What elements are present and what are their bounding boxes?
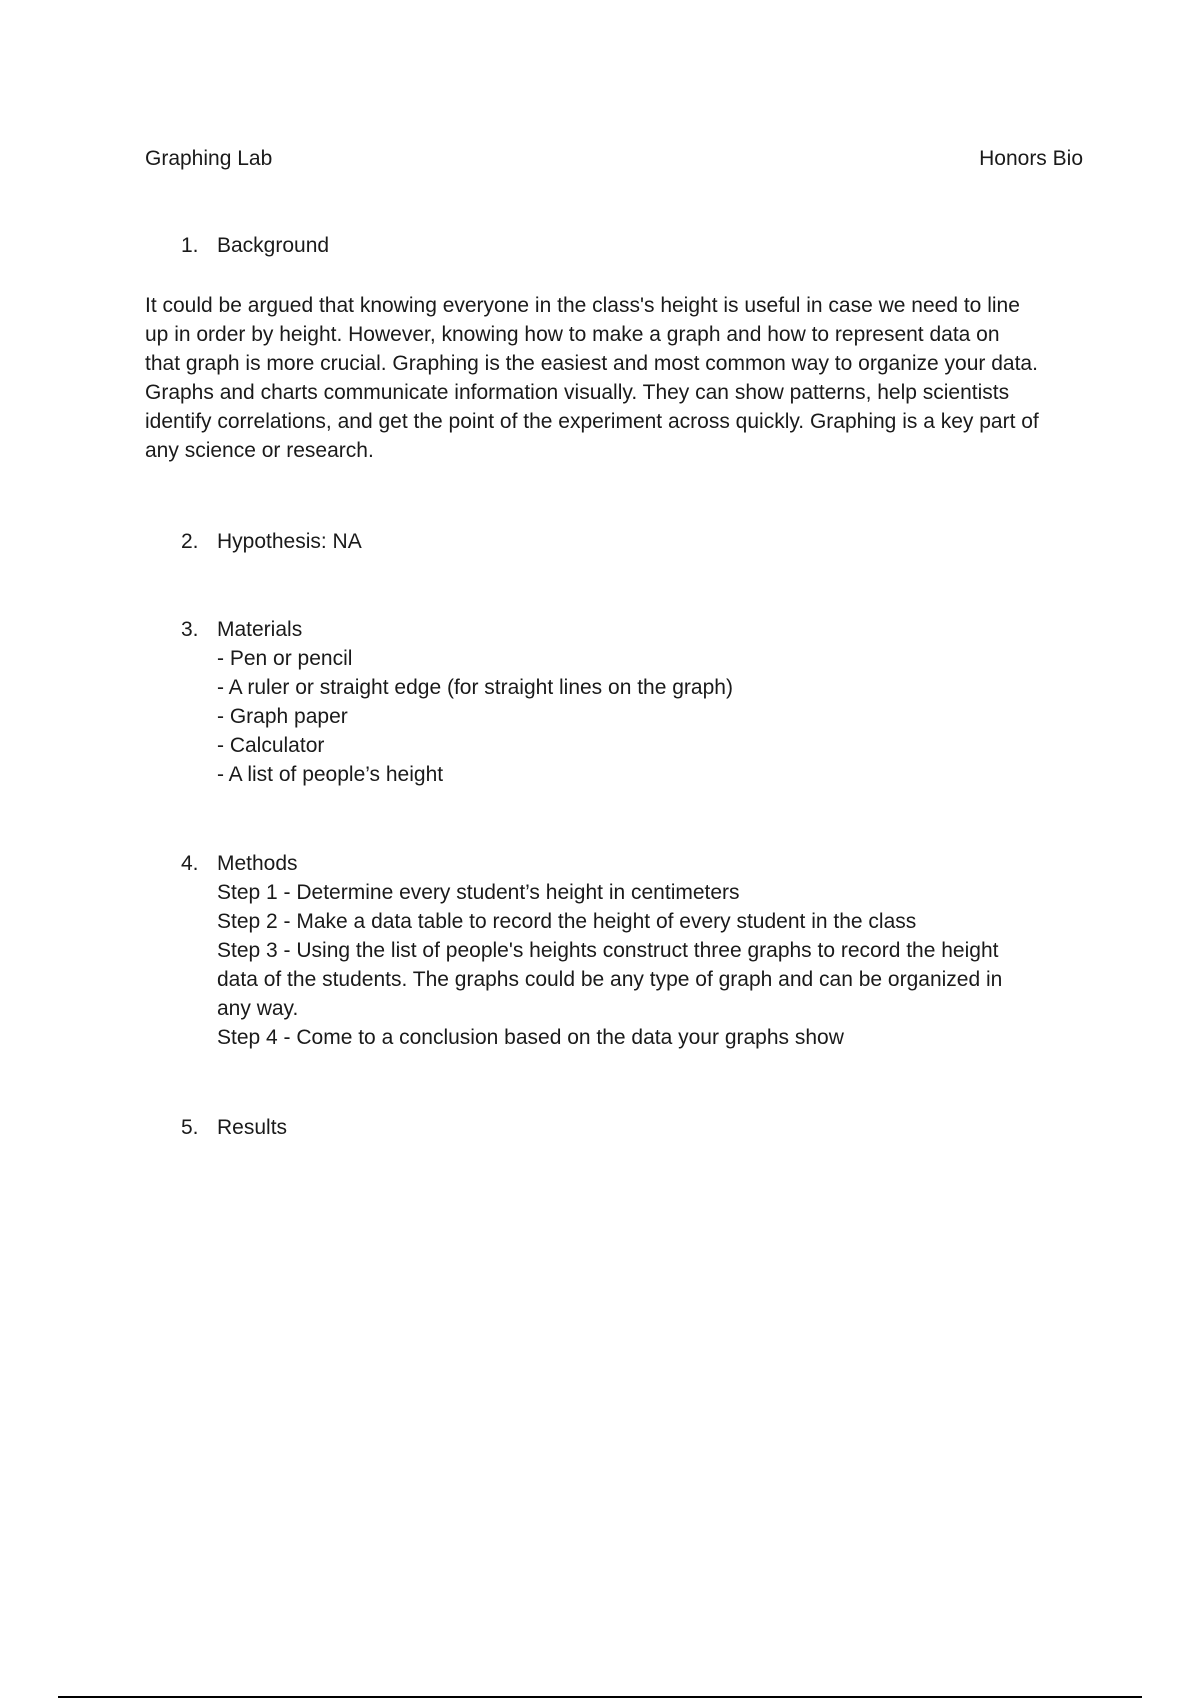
method-step: data of the students. The graphs could be any type of graph and can be organized in: [217, 968, 1003, 991]
section-hypothesis-heading: [181, 527, 362, 556]
section-title: Hypothesis: NA: [217, 530, 362, 553]
document-title: Graphing Lab: [145, 147, 273, 170]
paragraph-line: identify correlations, and get the point of the experiment across quickly. Graphing is a key part of: [145, 410, 1039, 433]
paragraph-line: that graph is more crucial. Graphing is the easiest and most common way to organize your data.: [145, 352, 1038, 375]
section-title: Methods: [217, 852, 298, 875]
background-paragraph: [145, 291, 1095, 465]
method-step: Step 2 - Make a data table to record the height of every student in the class: [217, 910, 917, 933]
section-methods-heading: [181, 849, 298, 878]
materials-list: [217, 644, 1097, 789]
method-step: Step 3 - Using the list of people's heights construct three graphs to record the height: [217, 939, 999, 962]
section-number: 5.: [181, 1116, 199, 1139]
methods-steps: [217, 878, 1097, 1052]
section-title: Background: [217, 234, 330, 257]
list-item: - Graph paper: [217, 705, 348, 728]
section-number: 4.: [181, 852, 199, 875]
list-item: - A list of people’s height: [217, 763, 444, 786]
list-item: - Calculator: [217, 734, 325, 757]
list-item: - Pen or pencil: [217, 647, 353, 670]
section-number: 1.: [181, 234, 199, 257]
course-name: Honors Bio: [979, 147, 1083, 170]
section-results-heading: [181, 1113, 287, 1142]
list-item: - A ruler or straight edge (for straight lines on the graph): [217, 676, 733, 699]
paragraph-line: Graphs and charts communicate information visually. They can show patterns, help scientists: [145, 381, 1010, 404]
section-number: 2.: [181, 530, 199, 553]
paragraph-line: up in order by height. However, knowing how to make a graph and how to represent data on: [145, 323, 1000, 346]
section-materials-heading: [181, 615, 302, 644]
paragraph-line: any science or research.: [145, 439, 374, 462]
method-step: Step 4 - Come to a conclusion based on the data your graphs show: [217, 1026, 844, 1049]
paragraph-line: It could be argued that knowing everyone in the class's height is useful in case we need to line: [145, 294, 1020, 317]
section-background-heading: [181, 231, 329, 260]
section-title: Materials: [217, 618, 303, 641]
method-step: any way.: [217, 997, 299, 1020]
method-step: Step 1 - Determine every student’s height in centimeters: [217, 881, 740, 904]
page-bottom-divider: [58, 1696, 1142, 1698]
section-number: 3.: [181, 618, 199, 641]
section-title: Results: [217, 1116, 288, 1139]
